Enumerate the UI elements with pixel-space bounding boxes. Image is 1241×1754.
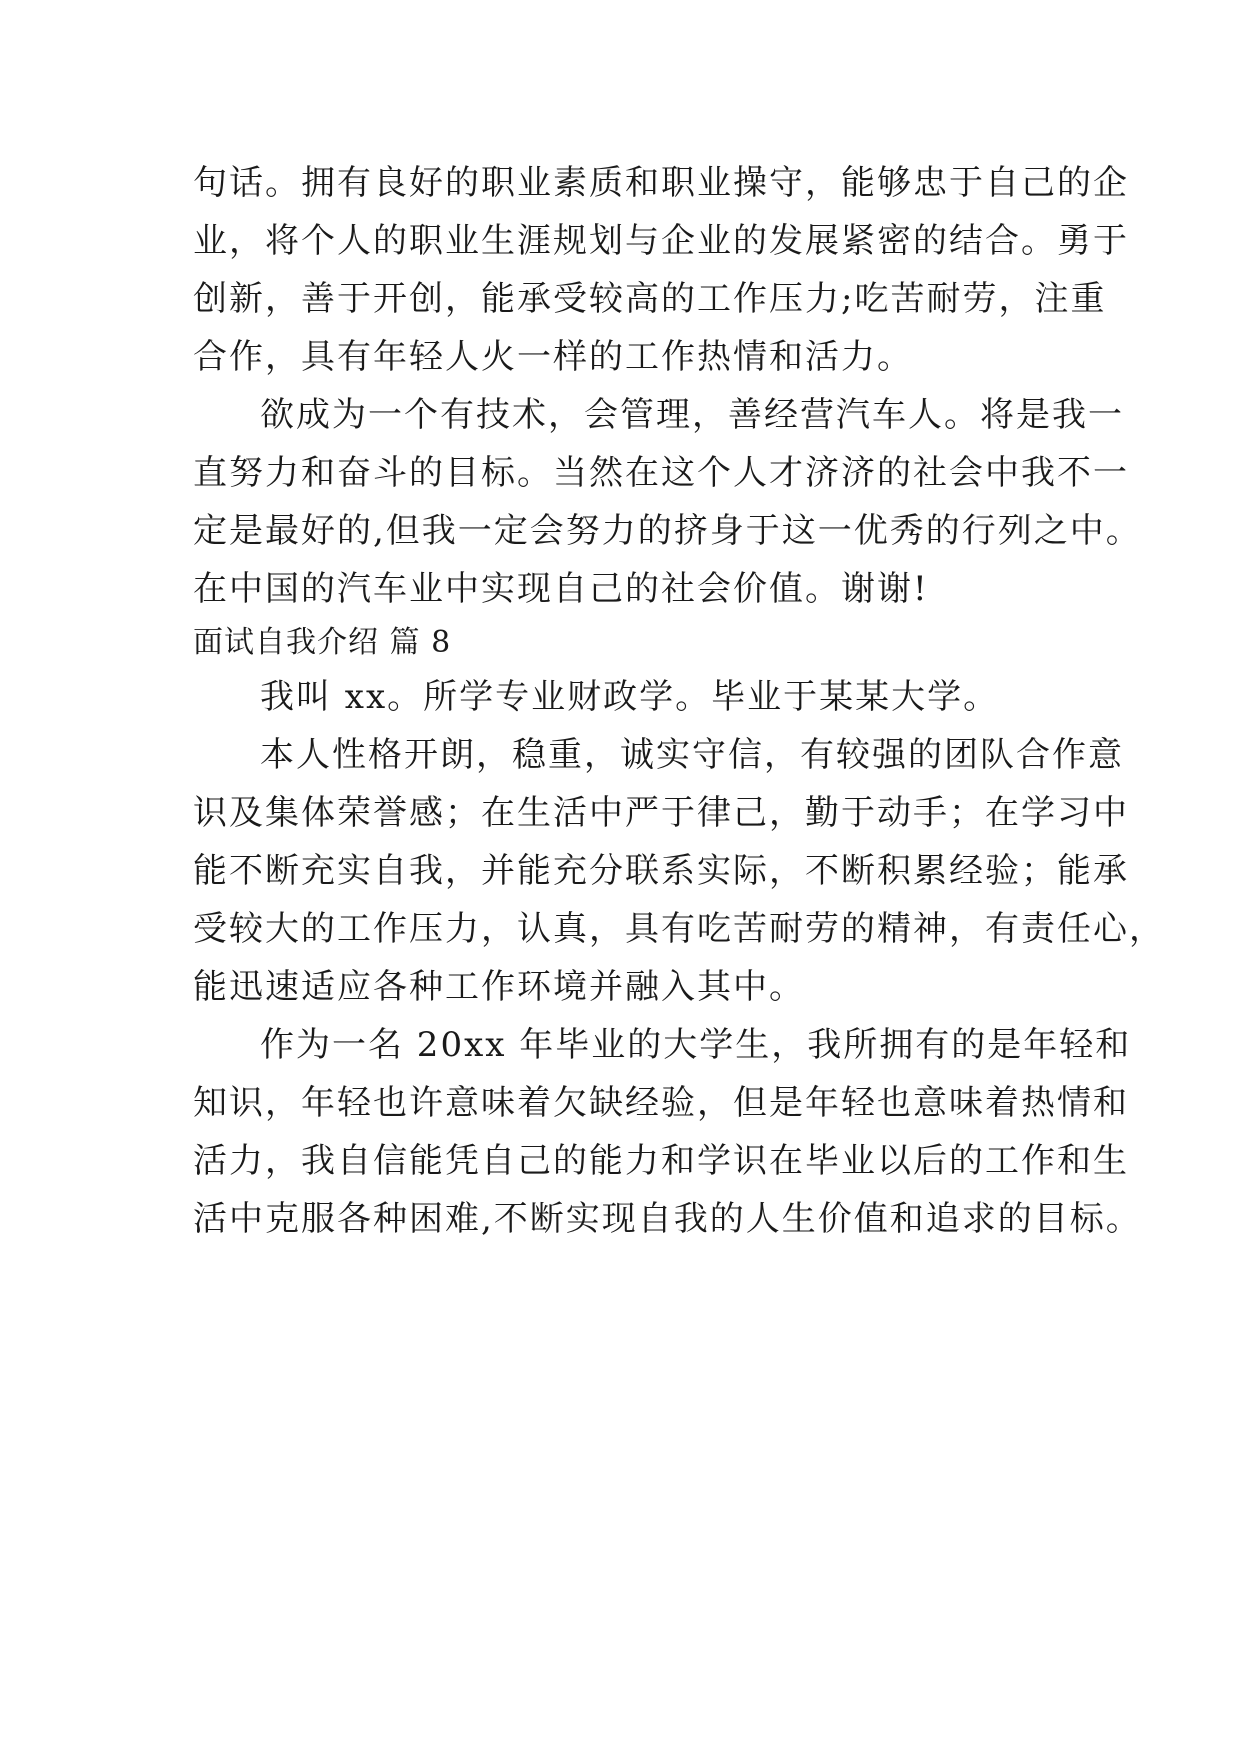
paragraph-line: 能迅速适应各种工作环境并融入其中。	[193, 967, 805, 1007]
paragraph-line: 受较大的工作压力，认真，具有吃苦耐劳的精神，有责任心，	[193, 909, 1165, 949]
document-body	[193, 154, 1165, 1248]
paragraph-line: 作为一名 20xx 年毕业的大学生，我所拥有的是年轻和	[260, 1025, 1132, 1065]
section-heading: 面试自我介绍 篇 8	[193, 625, 452, 660]
paragraph-line: 定是最好的,但我一定会努力的挤身于这一优秀的行列之中。	[193, 511, 1142, 551]
paragraph-line: 合作，具有年轻人火一样的工作热情和活力。	[193, 337, 913, 377]
paragraph-line: 活中克服各种困难,不断实现自我的人生价值和追求的目标。	[193, 1199, 1142, 1239]
paragraph-line: 本人性格开朗，稳重，诚实守信，有较强的团队合作意	[260, 735, 1124, 775]
paragraph-graduate	[193, 1016, 1142, 1248]
paragraph-line: 创新，善于开创，能承受较高的工作压力;吃苦耐劳，注重	[193, 279, 1107, 319]
paragraph-closing-2	[193, 386, 1142, 618]
paragraph-line: 业，将个人的职业生涯规划与企业的发展紧密的结合。勇于	[193, 221, 1129, 261]
paragraph-line: 能不断充实自我，并能充分联系实际，不断积累经验；能承	[193, 851, 1129, 891]
paragraph-line: 句话。拥有良好的职业素质和职业操守，能够忠于自己的企	[193, 163, 1129, 203]
paragraph-closing-1	[193, 154, 1129, 386]
paragraph-line: 识及集体荣誉感；在生活中严于律己，勤于动手；在学习中	[193, 793, 1129, 833]
paragraph-personality	[193, 726, 1165, 1016]
paragraph-line: 我叫 xx。所学专业财政学。毕业于某某大学。	[260, 677, 1000, 717]
paragraph-line: 欲成为一个有技术，会管理，善经营汽车人。将是我一	[260, 395, 1124, 435]
paragraph-line: 在中国的汽车业中实现自己的社会价值。谢谢!	[193, 569, 929, 609]
paragraph-intro-name	[193, 668, 1073, 726]
paragraph-line: 活力，我自信能凭自己的能力和学识在毕业以后的工作和生	[193, 1141, 1129, 1181]
paragraph-line: 知识，年轻也许意味着欠缺经验，但是年轻也意味着热情和	[193, 1083, 1129, 1123]
paragraph-line: 直努力和奋斗的目标。当然在这个人才济济的社会中我不一	[193, 453, 1129, 493]
